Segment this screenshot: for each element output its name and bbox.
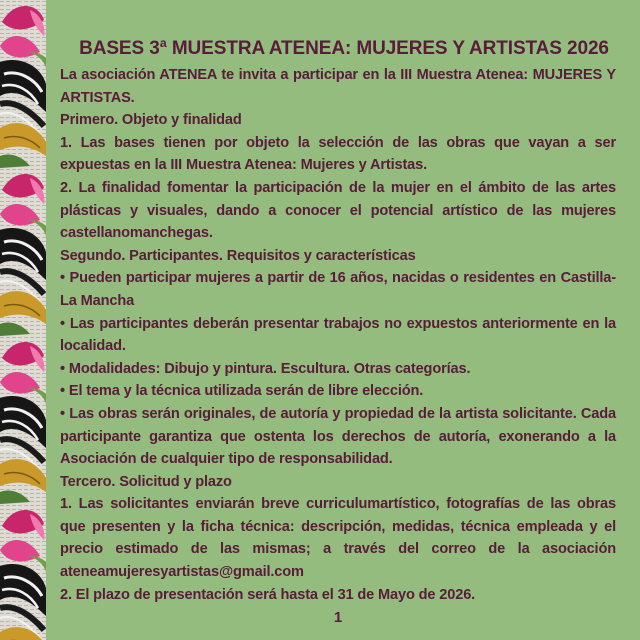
- floral-collage-strip: [0, 0, 46, 640]
- page-number: 1: [333, 609, 343, 627]
- section-heading-participantes: Segundo. Participantes. Requisitos y características: [60, 247, 416, 264]
- document-body: [60, 36, 616, 630]
- paragraph-objeto-2: 2. La finalidad fomentar la participación de la mujer en el ámbito de las artes plásticas y visuales, dando a conocer el potencial artístico de las mujeres castellanomanchegas.: [60, 179, 616, 242]
- bullet-autoria: • Las obras serán originales, de autoría y propiedad de la artista solicitante. Cada participante garantiza que ostenta los derechos de autoría, exonerando a la Asociación de cualquier tipo de responsabilidad.: [60, 405, 616, 468]
- bullet-edad: • Pueden participar mujeres a partir de 16 años, nacidas o residentes en Castilla-La Mancha: [60, 270, 616, 309]
- paragraph-solicitud-1: 1. Las solicitantes enviarán breve curriculumartístico, fotografías de las obras que presenten y la ficha técnica: descripción, medidas, técnica empleada y el precio estimado de las mismas; a través del correo de la asociación ateneamujeresyartistas@gmail.com: [60, 496, 616, 581]
- page-title: BASES 3ª MUESTRA ATENEA: MUJERES Y ARTISTAS 2026: [79, 38, 609, 59]
- paragraph-solicitud-2: 2. El plazo de presentación será hasta el 31 de Mayo de 2026.: [60, 586, 476, 603]
- bullet-modalidades: • Modalidades: Dibujo y pintura. Escultura. Otras categorías.: [60, 360, 471, 377]
- section-heading-objeto: Primero. Objeto y finalidad: [60, 112, 242, 129]
- bullet-trabajos: • Las participantes deberán presentar trabajos no expuestos anteriormente en la localidad.: [60, 315, 616, 355]
- paragraph-objeto-1: 1. Las bases tienen por objeto la selección de las obras que vayan a ser expuestas en la III Muestra Atenea: Mujeres y Artistas.: [60, 134, 616, 174]
- bullet-tema: • El tema y la técnica utilizada serán de libre elección.: [60, 383, 424, 400]
- section-heading-solicitud: Tercero. Solicitud y plazo: [60, 473, 232, 490]
- paragraph-invitation: La asociación ATENEA te invita a participar en la III Muestra Atenea: MUJERES Y ARTISTAS.: [60, 67, 616, 106]
